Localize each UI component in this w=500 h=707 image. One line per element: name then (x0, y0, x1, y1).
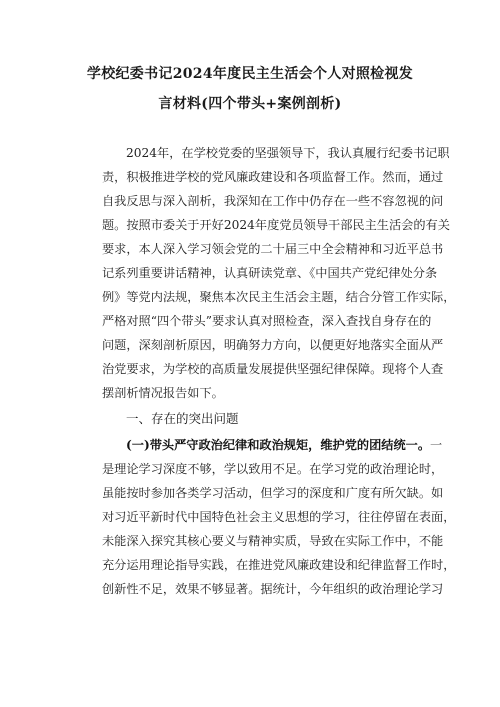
section-heading: 一、存在的突出问题 (126, 411, 239, 426)
paragraph-line: 虽能按时参加各类学习活动，但学习的深度和广度有所欠缺。如 (102, 486, 444, 500)
paragraph-line: 记系列重要讲话精神，认真研读党章、《中国共产党纪律处分条 (102, 266, 438, 280)
paragraph-line: 问题，深刻剖析原因，明确努力方向，以便更好地落实全面从严 (102, 338, 444, 352)
document-title-line-1: 学校纪委书记2024年度民主生活会个人对照检视发 (86, 66, 414, 82)
document-title-line-2: 言材料(四个带头+案例剖析) (158, 96, 342, 112)
paragraph-line: 摆剖析情况报告如下。 (102, 386, 224, 400)
paragraph-line: 要求，本人深入学习领会党的二十届三中全会精神和习近平总书 (102, 242, 444, 256)
paragraph-line: 是理论学习深度不够，学以致用不足。在学习党的政治理论时， (102, 462, 444, 476)
paragraph-line: 未能深入探究其核心要义与精神实质，导致在实际工作中，不能 (102, 534, 444, 548)
paragraph-line: 2024年，在学校党委的坚强领导下，我认真履行纪委书记职 (126, 146, 450, 160)
paragraph-line: 责，积极推进学校的党风廉政建设和各项监督工作。然而，通过 (102, 170, 444, 184)
paragraph-line: 治党要求，为学校的高质量发展提供坚强纪律保障。现将个人查 (102, 362, 444, 376)
paragraph-line: 创新性不足，效果不够显著。据统计，今年组织的政治理论学习 (102, 582, 444, 596)
paragraph-line: 例》等党内法规，聚焦本次民主生活会主题，结合分管工作实际， (102, 290, 456, 304)
subsection-tail: 一 (430, 438, 443, 452)
subsection-heading-line (126, 437, 443, 453)
paragraph-line: 自我反思与深入剖析，我深知在工作中仍存在一些不容忽视的问 (102, 194, 444, 208)
paragraph-line: 题。按照市委关于开好2024年度党员领导干部民主生活会的有关 (102, 218, 450, 232)
paragraph-line: 对习近平新时代中国特色社会主义思想的学习，往往停留在表面， (102, 510, 456, 524)
paragraph-line: 严格对照“四个带头”要求认真对照检查，深入查找自身存在的 (102, 314, 432, 328)
subsection-heading: (一)带头严守政治纪律和政治规矩，维护党的团结统一。 (126, 438, 431, 452)
paragraph-line: 充分运用理论指导实践，在推进党风廉政建设和纪律监督工作时， (102, 558, 456, 572)
